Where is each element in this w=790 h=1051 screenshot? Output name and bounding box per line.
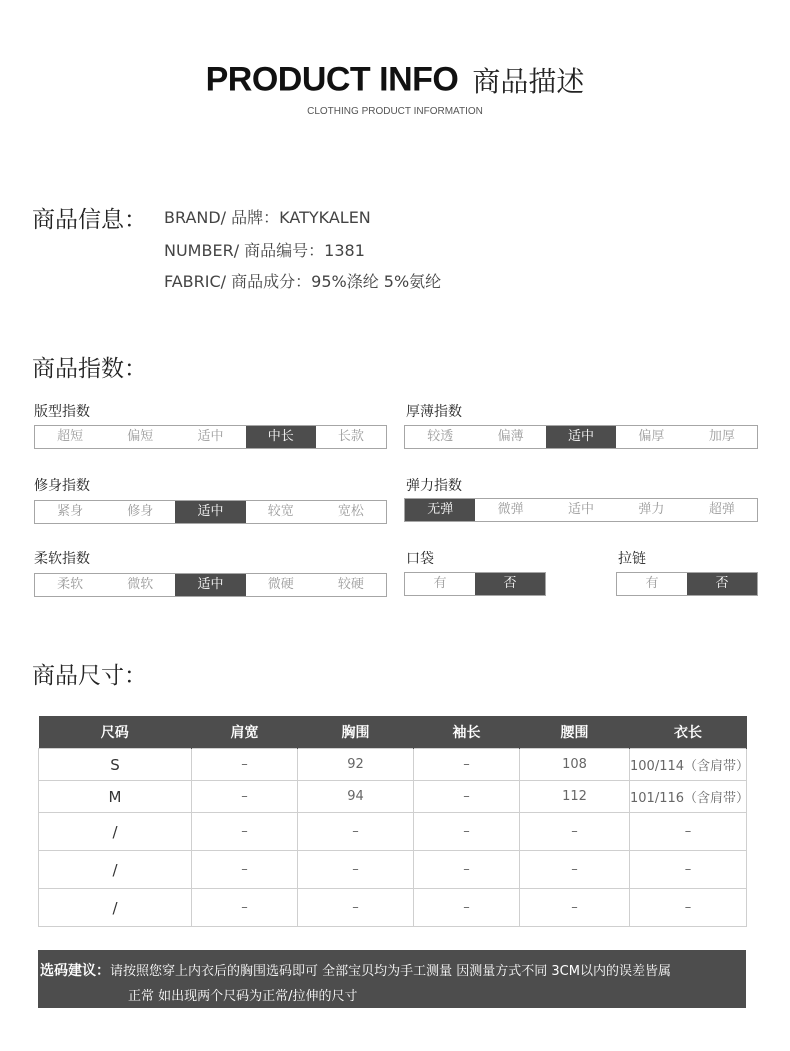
fit-option: 偏短 xyxy=(127,429,154,444)
table-row xyxy=(39,813,747,851)
elasticity-option: 超弹 xyxy=(708,502,735,517)
zipper-option: 有 xyxy=(645,576,659,591)
shoulder-cell: – xyxy=(192,749,298,781)
waist-cell: – xyxy=(520,889,630,927)
softness-label: 柔软指数 xyxy=(34,551,90,567)
size-cell: M xyxy=(39,781,192,813)
thickness-scale xyxy=(404,425,758,449)
fit-option: 中长 xyxy=(246,426,316,448)
title-cn: 商品描述 xyxy=(472,65,585,98)
col-header: 尺码 xyxy=(39,716,192,749)
pocket-label: 口袋 xyxy=(406,551,434,567)
size-cell: / xyxy=(39,813,192,851)
table-row xyxy=(39,749,747,781)
col-header: 腰围 xyxy=(520,716,630,749)
waist-cell: 112 xyxy=(520,781,630,813)
table-row xyxy=(39,781,747,813)
col-header: 胸围 xyxy=(298,716,414,749)
elasticity-option: 无弹 xyxy=(405,499,475,521)
slim-option: 修身 xyxy=(127,504,154,519)
table-row xyxy=(39,889,747,927)
fit-scale xyxy=(34,425,387,449)
size-advice-text: 请按照您穿上内衣后的胸围选码即可 全部宝贝均为手工测量 因测量方式不同 3CM以内的误差皆属 xyxy=(110,964,671,979)
fit-option: 适中 xyxy=(197,429,224,444)
size-table-wrap xyxy=(38,716,750,927)
col-header: 袖长 xyxy=(414,716,520,749)
length-cell: – xyxy=(630,813,747,851)
bust-cell: 94 xyxy=(298,781,414,813)
info-heading: 商品信息： xyxy=(32,207,147,233)
pocket-scale xyxy=(404,572,546,596)
size-advice-line2: 正常 如出现两个尺码为正常/拉伸的尺寸 xyxy=(128,989,358,1004)
slim-option: 宽松 xyxy=(337,504,364,519)
slim-scale xyxy=(34,500,387,524)
shoulder-cell: – xyxy=(192,889,298,927)
brand-line: BRAND/ 品牌：KATYKALEN xyxy=(164,208,371,227)
size-cell: S xyxy=(39,749,192,781)
zipper-label: 拉链 xyxy=(618,551,646,567)
bust-cell: 92 xyxy=(298,749,414,781)
bust-cell: – xyxy=(298,813,414,851)
thickness-option: 加厚 xyxy=(708,429,735,444)
softness-option: 适中 xyxy=(175,574,245,596)
thickness-option: 偏厚 xyxy=(638,429,665,444)
slim-option: 较宽 xyxy=(267,504,294,519)
table-row xyxy=(39,851,747,889)
size-advice-line1 xyxy=(40,960,671,980)
softness-option: 柔软 xyxy=(57,577,84,592)
size-advice-label: 选码建议： xyxy=(40,963,110,979)
elasticity-scale xyxy=(404,498,758,522)
waist-cell: – xyxy=(520,851,630,889)
slim-option: 紧身 xyxy=(57,504,84,519)
sleeve-cell: – xyxy=(414,749,520,781)
index-heading: 商品指数： xyxy=(32,356,147,382)
pocket-option: 有 xyxy=(433,576,447,591)
waist-cell: – xyxy=(520,813,630,851)
number-line: NUMBER/ 商品编号：1381 xyxy=(164,241,365,260)
length-cell: – xyxy=(630,851,747,889)
elasticity-option: 适中 xyxy=(568,502,595,517)
elasticity-option: 弹力 xyxy=(638,502,665,517)
size-advice-box xyxy=(38,950,746,1008)
size-cell: / xyxy=(39,889,192,927)
zipper-option: 否 xyxy=(687,573,757,595)
sleeve-cell: – xyxy=(414,889,520,927)
length-cell: – xyxy=(630,889,747,927)
sleeve-cell: – xyxy=(414,781,520,813)
col-header: 肩宽 xyxy=(192,716,298,749)
page-title xyxy=(0,60,790,100)
fabric-line: FABRIC/ 商品成分：95%涤纶 5%氨纶 xyxy=(164,272,442,291)
length-cell: 101/116（含肩带） xyxy=(630,781,747,813)
thickness-option: 适中 xyxy=(546,426,616,448)
length-cell: 100/114（含肩带） xyxy=(630,749,747,781)
elasticity-option: 微弹 xyxy=(497,502,524,517)
pocket-option: 否 xyxy=(475,573,545,595)
softness-scale xyxy=(34,573,387,597)
size-table xyxy=(38,716,750,927)
size-cell: / xyxy=(39,851,192,889)
sleeve-cell: – xyxy=(414,813,520,851)
slim-label: 修身指数 xyxy=(34,478,90,494)
col-header: 衣长 xyxy=(630,716,747,749)
size-heading: 商品尺寸： xyxy=(32,663,147,689)
elasticity-label: 弹力指数 xyxy=(406,478,462,494)
slim-option: 适中 xyxy=(175,501,245,523)
fit-option: 长款 xyxy=(337,429,364,444)
waist-cell: 108 xyxy=(520,749,630,781)
shoulder-cell: – xyxy=(192,781,298,813)
title-en: PRODUCT INFO xyxy=(205,60,459,99)
fit-label: 版型指数 xyxy=(34,404,90,420)
softness-option: 微软 xyxy=(127,577,154,592)
page-subtitle: CLOTHING PRODUCT INFORMATION xyxy=(307,106,483,117)
shoulder-cell: – xyxy=(192,813,298,851)
size-table-header xyxy=(39,716,747,749)
bust-cell: – xyxy=(298,889,414,927)
bust-cell: – xyxy=(298,851,414,889)
thickness-label: 厚薄指数 xyxy=(406,404,462,420)
fit-option: 超短 xyxy=(57,429,84,444)
softness-option: 微硬 xyxy=(267,577,294,592)
softness-option: 较硬 xyxy=(337,577,364,592)
thickness-option: 偏薄 xyxy=(497,429,524,444)
shoulder-cell: – xyxy=(192,851,298,889)
sleeve-cell: – xyxy=(414,851,520,889)
zipper-scale xyxy=(616,572,758,596)
thickness-option: 较透 xyxy=(427,429,454,444)
